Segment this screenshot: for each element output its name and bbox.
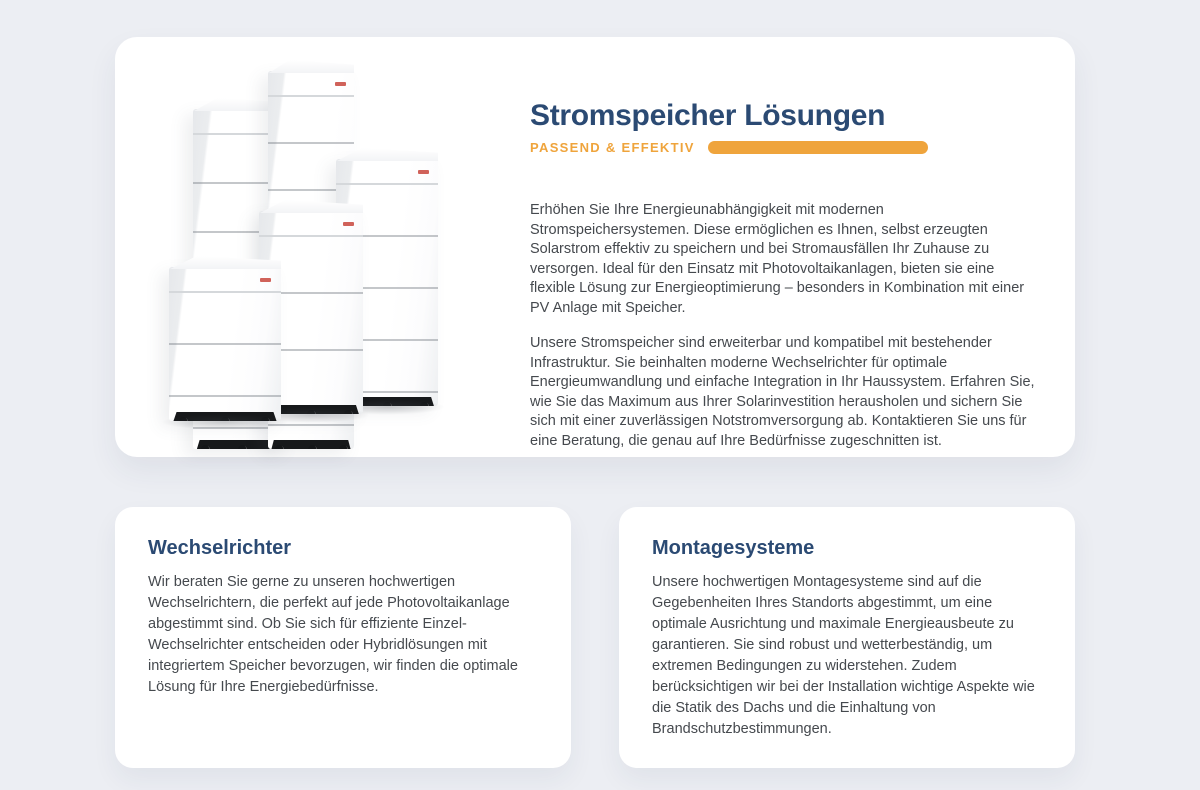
caster-wheel <box>308 445 317 454</box>
tower-cap <box>259 211 363 237</box>
tower-cap <box>169 267 281 293</box>
card-wechselrichter <box>115 507 571 768</box>
hero-card <box>115 37 1075 457</box>
battery-storage-image <box>141 59 526 437</box>
info-cards-row <box>115 507 1075 768</box>
tagline: PASSEND & EFFEKTIV <box>530 140 695 155</box>
caster-wheel <box>339 445 348 454</box>
hero-paragraph: Unsere Stromspeicher sind erweiterbar und kompatibel mit bestehender Infrastruktur. Sie beinhalten moderne Wechselrichter für optimale Energieumwandlung und einfache Integration in Ihr Haussystem. Erfahren Sie, wie Sie das Maximum aus Ihrer Solarinvestition herausholen und sichern Sie sich mit einer zuverlässigen Notstromversorgung ab. Kontaktieren Sie uns für eine Beratung, die genau auf Ihre Bedürfnisse zugeschnitten ist. <box>530 335 1035 449</box>
card-body: Unsere hochwertigen Montagesysteme sind auf die Gegebenheiten Ihres Standorts abgestimmt, um eine optimale Ausrichtung und maximale Energieausbeute zu garantieren. Sie sind robust und wetterbeständig, um extremen Bedingungen zu widerstehen. Zudem berücksichtigen wir bei der Installation wichtige Aspekte wie die Statik des Dachs und die Einhaltung von Brandschutzbestimmungen. <box>652 574 1035 737</box>
caster-wheel <box>238 445 247 454</box>
tower-modules <box>169 293 281 412</box>
caster-wheel <box>275 445 284 454</box>
product-logo-mark <box>260 278 271 282</box>
tagline-row <box>530 140 1037 155</box>
storage-tower <box>169 267 281 421</box>
card-title: Wechselrichter <box>148 537 292 559</box>
page-title: Stromspeicher Lösungen <box>530 99 886 132</box>
product-logo-mark <box>335 82 346 86</box>
product-logo-mark <box>343 222 354 226</box>
tower-cap <box>336 159 438 185</box>
hero-text-column <box>526 37 1075 457</box>
card-body: Wir beraten Sie gerne zu unseren hochwertigen Wechselrichtern, die perfekt auf jede Photovoltaikanlage abgestimmt sind. Ob Sie sich für effiziente Einzel-Wechselrichter entscheiden oder Hybridlösungen mit integriertem Speicher bevorzugen, wir finden die optimale Lösung für Ihre Energiebedürfnisse. <box>148 574 518 695</box>
hero-paragraph: Erhöhen Sie Ihre Energieunabhängigkeit mit modernen Stromspeichersystemen. Diese ermöglichen es Ihnen, selbst erzeugten Solarstrom effektiv zu speichern und bei Stromausfällen Ihr Zuhause zu versorgen. Ideal für den Einsatz mit Photovoltaikanlagen, bieten sie eine flexible Lösung zur Energieoptimierung – besonders in Kombination mit einer PV Anlage mit Speicher. <box>530 202 1025 316</box>
product-logo-mark <box>418 170 429 174</box>
page-content <box>115 37 1075 768</box>
tower-base <box>271 440 350 449</box>
caster-wheel <box>201 445 210 454</box>
card-title: Montagesysteme <box>652 537 815 559</box>
accent-bar <box>708 141 928 154</box>
tower-shadow <box>159 414 291 430</box>
card-montagesysteme <box>619 507 1075 768</box>
tower-cap <box>268 71 354 97</box>
